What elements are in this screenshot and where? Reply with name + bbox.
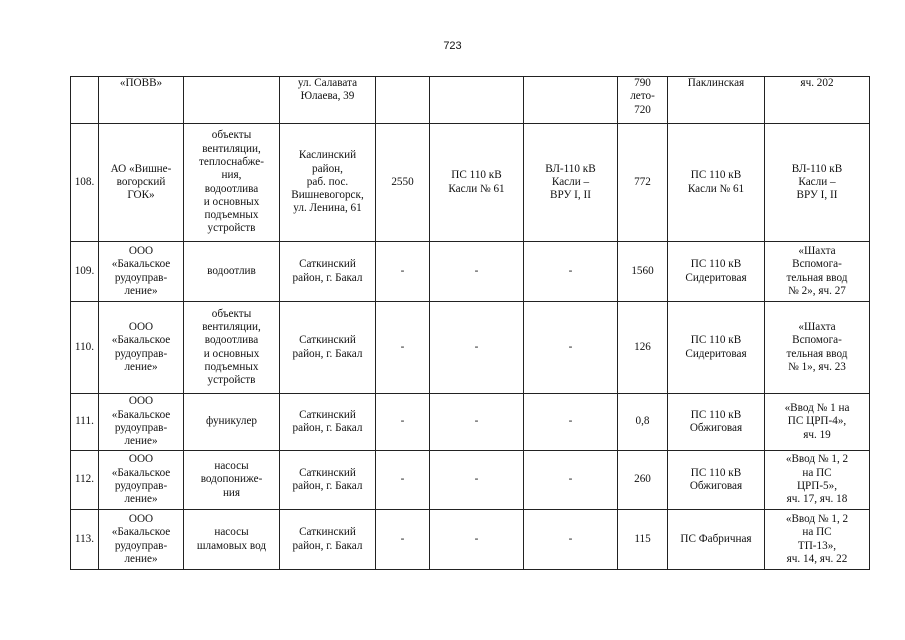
cell-line: - xyxy=(568,415,573,428)
cell-supply-substation xyxy=(430,510,524,570)
cell-supply-line xyxy=(524,302,618,394)
cell-address xyxy=(280,124,376,242)
cell-connect-substation xyxy=(668,510,765,570)
cell-line: и основных xyxy=(203,347,260,360)
cell-address xyxy=(280,451,376,510)
table-row xyxy=(71,77,870,124)
cell-line: ПС 110 кВ xyxy=(451,169,502,182)
cell-consumption xyxy=(618,451,668,510)
cell-line: яч. 14, яч. 22 xyxy=(786,552,848,565)
cell-line: водоотлива xyxy=(204,334,259,347)
cell-line: Паклинская xyxy=(687,77,745,89)
cell-line: район, г. Бакал xyxy=(292,347,363,360)
cell-line: «Шахта xyxy=(798,320,836,333)
cell-line: тельная ввод xyxy=(786,271,848,284)
cell-line: - xyxy=(474,532,479,545)
cell-line: ТП-13», xyxy=(797,539,837,552)
cell-power: 2550 xyxy=(376,124,430,242)
cell-line: район, г. Бакал xyxy=(292,480,363,492)
cell-line: - xyxy=(568,264,573,277)
cell-line: рудоуправ- xyxy=(114,271,168,284)
cell-line: устройств xyxy=(207,222,256,235)
cell-address xyxy=(280,394,376,451)
cell-line: вентиляции, xyxy=(202,142,261,155)
cell-line: тельная ввод xyxy=(786,347,848,360)
cell-address xyxy=(280,510,376,570)
cell-line: фуникулер xyxy=(205,415,258,428)
cell-line: рудоуправ- xyxy=(114,539,168,552)
cell-org xyxy=(99,302,184,394)
cell-line: водоотлив xyxy=(207,264,256,277)
cell-line: 772 xyxy=(634,175,651,188)
cell-address xyxy=(280,242,376,302)
cell-connect-point xyxy=(765,394,870,451)
cell-power: - xyxy=(376,510,430,570)
cell-line: насосы xyxy=(214,460,249,473)
cell-line: объекты xyxy=(211,307,252,320)
cell-supply-substation xyxy=(430,394,524,451)
cell-line: лето- xyxy=(630,90,655,103)
cell-line: ООО xyxy=(128,244,154,257)
cell-line: ния, xyxy=(221,169,242,182)
cell-line: ление» xyxy=(124,552,158,565)
cell-line: Саткинский xyxy=(299,408,356,421)
cell-supply-line xyxy=(524,394,618,451)
cell-line: Каслинский xyxy=(298,149,357,162)
cell-line: № 1», яч. 23 xyxy=(788,360,846,373)
cell-num: 111. xyxy=(71,394,99,451)
cell-line: ПС 110 кВ xyxy=(690,466,742,479)
cell-consumption xyxy=(618,394,668,451)
cell-supply-substation xyxy=(430,451,524,510)
cell-line: «Ввод № 1, 2 xyxy=(785,453,849,466)
cell-line: «Бакальское xyxy=(111,258,171,271)
cell-line: ПС ЦРП-4», xyxy=(787,415,847,428)
cell-org xyxy=(99,77,184,124)
cell-line: 260 xyxy=(634,473,651,486)
cell-line: ПС 110 кВ xyxy=(690,408,742,421)
cell-line: район, г. Бакал xyxy=(292,271,363,284)
cell-supply-line xyxy=(524,77,618,124)
cell-line: ПС 110 кВ xyxy=(690,169,742,182)
cell-line: ул. Салавата xyxy=(297,77,358,89)
cell-line: Обжиговая xyxy=(689,480,743,492)
cell-line: «Шахта xyxy=(798,244,836,257)
cell-connect-point xyxy=(765,510,870,570)
cell-line: рудоуправ- xyxy=(114,347,168,360)
cell-line: «Бакальское xyxy=(111,466,171,479)
cell-connect-substation xyxy=(668,242,765,302)
cell-line: ул. Ленина, 61 xyxy=(293,202,362,215)
cell-line: Касли – xyxy=(551,175,590,188)
cell-power: - xyxy=(376,302,430,394)
cell-line: 1560 xyxy=(631,264,654,277)
cell-line: - xyxy=(568,473,573,486)
cell-supply-substation xyxy=(430,242,524,302)
cell-line: рудоуправ- xyxy=(114,480,168,492)
page-number: 723 xyxy=(443,40,462,52)
cell-address xyxy=(280,77,376,124)
cell-line: Вспомога- xyxy=(792,334,842,347)
cell-connect-substation xyxy=(668,77,765,124)
cell-line: на ПС xyxy=(802,526,832,539)
cell-consumption xyxy=(618,242,668,302)
cell-line: ВРУ I, II xyxy=(550,189,591,202)
cell-line: ГОК» xyxy=(127,189,155,202)
table-row xyxy=(71,394,870,451)
cell-line: теплоснабже- xyxy=(199,155,264,168)
cell-line: «Бакальское xyxy=(111,526,171,539)
table-row xyxy=(71,242,870,302)
cell-supply-line xyxy=(524,124,618,242)
cell-purpose xyxy=(184,77,280,124)
cell-num xyxy=(71,77,99,124)
cell-line: ВРУ I, II xyxy=(796,189,838,202)
cell-line: ление» xyxy=(124,360,158,373)
cell-supply-substation xyxy=(430,302,524,394)
cell-line: район, xyxy=(312,162,343,175)
cell-line: «ПОВВ» xyxy=(119,77,163,89)
cell-line: Саткинский xyxy=(299,334,356,347)
cell-connect-point xyxy=(765,242,870,302)
cell-org xyxy=(99,510,184,570)
cell-line: водоотлива xyxy=(204,182,259,195)
cell-supply-line xyxy=(524,451,618,510)
cell-line: ООО xyxy=(128,453,154,466)
cell-connect-point xyxy=(765,451,870,510)
cell-consumption xyxy=(618,77,668,124)
cell-line: «Бакальское xyxy=(111,408,171,421)
cell-line: Саткинский xyxy=(299,258,356,271)
cell-line: - xyxy=(568,340,573,353)
cell-purpose xyxy=(184,510,280,570)
cell-line: устройств xyxy=(207,374,256,387)
cell-consumption xyxy=(618,510,668,570)
cell-line: яч. 17, яч. 18 xyxy=(786,493,848,506)
cell-num: 110. xyxy=(71,302,99,394)
cell-line: 720 xyxy=(634,103,651,116)
cell-line: Саткинский xyxy=(299,526,356,539)
cell-line: ПС Фабричная xyxy=(680,532,752,545)
cell-org xyxy=(99,394,184,451)
cell-purpose xyxy=(184,451,280,510)
cell-line: раб. пос. xyxy=(306,175,349,188)
cell-connect-substation xyxy=(668,302,765,394)
cell-line: Вишневогорск, xyxy=(291,189,364,202)
cell-line: - xyxy=(568,532,573,545)
cell-line: район, г. Бакал xyxy=(292,539,363,552)
cell-line: Обжиговая xyxy=(689,422,743,434)
cell-num: 109. xyxy=(71,242,99,302)
cell-line: Касли № 61 xyxy=(448,182,505,195)
cell-supply-line xyxy=(524,510,618,570)
cell-line: Вспомога- xyxy=(792,258,842,271)
cell-line: ПС 110 кВ xyxy=(690,258,742,271)
cell-org xyxy=(99,451,184,510)
cell-line: «Ввод № 1, 2 xyxy=(785,512,849,525)
cell-line: - xyxy=(474,473,479,486)
cell-line: 0,8 xyxy=(635,415,650,428)
cell-purpose xyxy=(184,302,280,394)
cell-line: Касли – xyxy=(798,175,836,188)
cell-connect-substation xyxy=(668,124,765,242)
cell-line: ния xyxy=(222,486,241,499)
cell-line: ЦРП-5», xyxy=(796,480,838,492)
cell-org xyxy=(99,242,184,302)
cell-line: ление» xyxy=(124,435,158,448)
cell-connect-point xyxy=(765,77,870,124)
cell-consumption xyxy=(618,302,668,394)
consumers-table xyxy=(70,76,870,570)
cell-line: - xyxy=(474,264,479,277)
cell-consumption xyxy=(618,124,668,242)
cell-num: 113. xyxy=(71,510,99,570)
cell-line: ООО xyxy=(128,320,154,333)
cell-connect-substation xyxy=(668,451,765,510)
cell-supply-line xyxy=(524,242,618,302)
cell-line: ление» xyxy=(124,284,158,297)
cell-line: ООО xyxy=(128,395,154,408)
cell-purpose xyxy=(184,242,280,302)
cell-line: № 2», яч. 27 xyxy=(788,284,846,297)
cell-line: рудоуправ- xyxy=(114,422,168,434)
cell-connect-point xyxy=(765,124,870,242)
cell-org xyxy=(99,124,184,242)
cell-line: 126 xyxy=(634,340,651,353)
cell-line: ление» xyxy=(124,493,158,506)
cell-line: и основных xyxy=(203,195,260,208)
cell-line: ВЛ-110 кВ xyxy=(791,162,843,175)
cell-line: район, г. Бакал xyxy=(292,422,363,434)
cell-power: - xyxy=(376,242,430,302)
cell-line: - xyxy=(474,415,479,428)
cell-line: Юлаева, 39 xyxy=(300,90,355,103)
cell-line: - xyxy=(474,340,479,353)
cell-line: Касли № 61 xyxy=(687,182,745,195)
cell-line: подъемных xyxy=(204,209,259,222)
cell-line: 115 xyxy=(634,532,651,545)
cell-num: 108. xyxy=(71,124,99,242)
cell-line: «Бакальское xyxy=(111,334,171,347)
cell-line: ПС 110 кВ xyxy=(690,334,742,347)
cell-power: - xyxy=(376,394,430,451)
table-body xyxy=(71,77,870,570)
cell-purpose xyxy=(184,124,280,242)
cell-line: шламовых вод xyxy=(196,539,267,552)
cell-connect-point xyxy=(765,302,870,394)
cell-line: водопониже- xyxy=(200,473,263,486)
cell-line: Сидеритовая xyxy=(685,347,747,360)
cell-supply-substation xyxy=(430,77,524,124)
cell-line: на ПС xyxy=(802,466,832,479)
table-row xyxy=(71,510,870,570)
cell-line: насосы xyxy=(214,526,249,539)
cell-line: ООО xyxy=(128,512,154,525)
cell-power xyxy=(376,77,430,124)
cell-line: АО «Вишне- xyxy=(110,162,172,175)
cell-line: яч. 19 xyxy=(803,428,831,441)
cell-line: объекты xyxy=(211,129,252,142)
table-row xyxy=(71,451,870,510)
cell-line: 790 xyxy=(634,77,651,89)
cell-line: Саткинский xyxy=(299,466,356,479)
cell-line: Сидеритовая xyxy=(685,271,747,284)
cell-address xyxy=(280,302,376,394)
cell-line: яч. 202 xyxy=(800,77,834,89)
cell-line: вентиляции, xyxy=(202,320,261,333)
table-row xyxy=(71,124,870,242)
cell-line: подъемных xyxy=(204,360,259,373)
cell-connect-substation xyxy=(668,394,765,451)
table-row xyxy=(71,302,870,394)
cell-num: 112. xyxy=(71,451,99,510)
cell-power: - xyxy=(376,451,430,510)
cell-purpose xyxy=(184,394,280,451)
cell-line: «Ввод № 1 на xyxy=(784,402,850,415)
cell-supply-substation xyxy=(430,124,524,242)
cell-line: вогорский xyxy=(116,175,166,188)
cell-line: ВЛ-110 кВ xyxy=(545,162,596,175)
